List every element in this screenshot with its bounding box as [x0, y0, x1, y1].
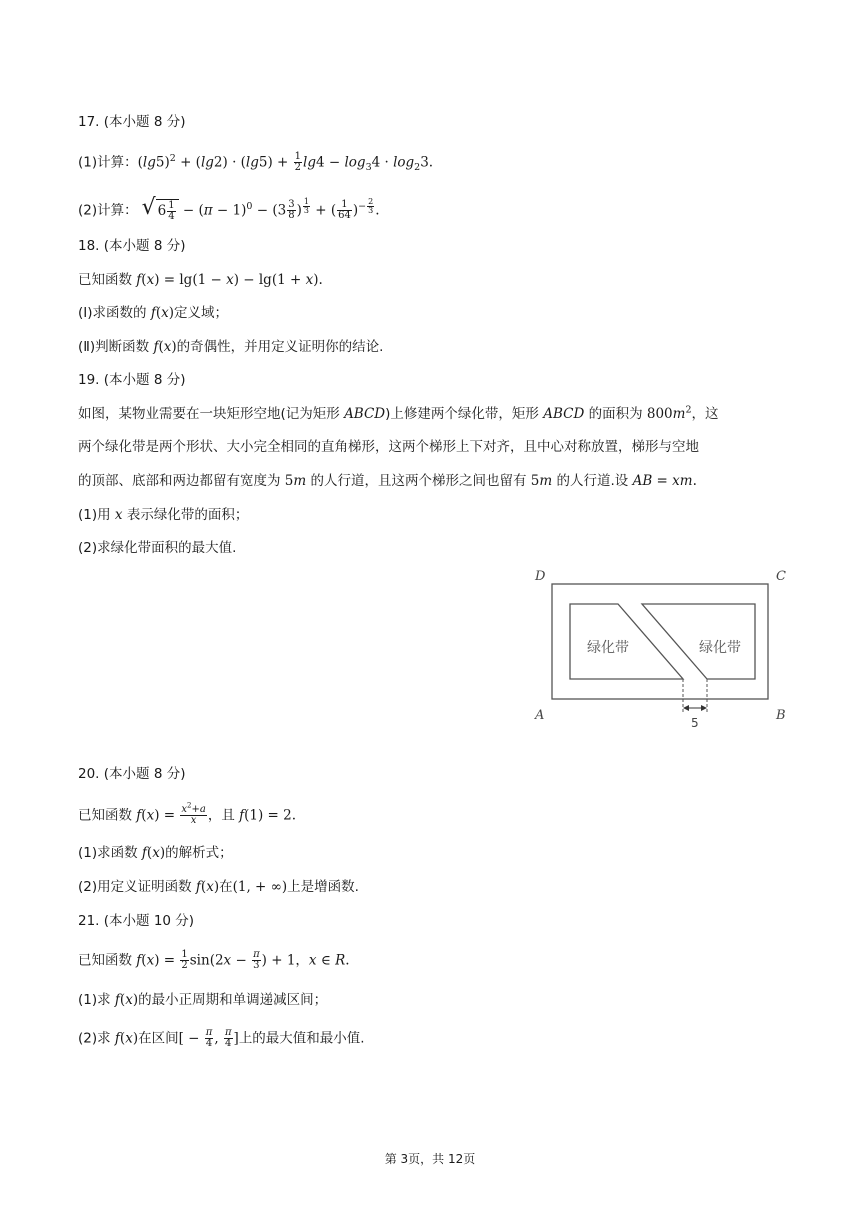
q17-part1-prefix: (1)计算： [78, 154, 138, 171]
q18-part1-text-a: (Ⅰ)求函数的 [78, 305, 151, 321]
q19-line3-b: 的人行道，且这两个梯形之间也留有 [306, 473, 531, 489]
label-D: D [535, 569, 546, 584]
q19-part1: (1)用 x 表示绿化带的面积； [78, 507, 249, 523]
q20-part2-a: (2)用定义证明函数 [78, 879, 196, 895]
q21-part2-b: 在区间 [138, 1030, 179, 1047]
q19-line1-d: ，这 [691, 406, 719, 422]
q20-part1-b: 的解析式； [165, 845, 233, 861]
page-footer: 第 3页，共 12页 [384, 1152, 476, 1166]
q19-line1-c: 的面积为 [584, 406, 647, 422]
q18-part1: (Ⅰ)求函数的 f(x)定义域； [78, 305, 228, 321]
q17-part1: (1)计算：$(\lg 5)^2 + (\lg 2) \cdot (\lg 5)$ + $\frac{1}{2}$ $\lg 4 - \log_34 \cdot \log_23$. [78, 151, 434, 174]
green-belt-right-label: 绿化带 [699, 640, 741, 656]
q18-intro: 已知函数 f(x) = lg(1 − x) − lg(1 + x). [78, 272, 323, 288]
q20-part1-a: (1)求函数 [78, 845, 142, 861]
q20-intro: 已知函数 f(x) = $\frac{x^2+a}{x}$ ，且 f(1) = 2. [78, 801, 297, 826]
q17-part2: (2)计算： √ 6 $\frac{1}{4}$ − $(\pi - 1)^0 - (3$ $\frac{3}{8}$ ) $^{\frac{1}{3}}$ + ( $\frac{1}{64}$ )$^{- \frac{2}{3}}$ . [78, 194, 380, 222]
green-belt-left-label: 绿化带 [587, 640, 629, 656]
q19-line3-a: 的顶部、底部和两边都留有宽度为 [78, 473, 285, 489]
q18-header: 18. (本小题 8 分) [78, 238, 186, 254]
q19-header: 19. (本小题 8 分) [78, 372, 186, 388]
gap-arrow-left-head [683, 705, 689, 711]
q19-part1-b: 表示绿化带的面积； [122, 507, 249, 523]
q19-line1-b: )上修建两个绿化带，矩形 [385, 406, 544, 422]
q18-part2-text-b: 的奇偶性，并用定义证明你的结论. [176, 339, 384, 355]
q18-part2: (Ⅱ)判断函数 f(x)的奇偶性，并用定义证明你的结论. [78, 339, 384, 355]
q21-intro: 已知函数 f(x) = $\frac{1}{2}$ sin(2x − $\frac{\pi}{3}$ ) + 1，x ∈ R. [78, 949, 350, 971]
q19-line3-c: 的人行道.设 [552, 473, 633, 489]
label-C: C [776, 569, 786, 584]
q21-intro-b: ， [295, 952, 309, 969]
q21-part2-c: 上的最大值和最小值. [238, 1030, 365, 1047]
q19-part1-a: (1)用 [78, 507, 115, 523]
q21-header: 21. (本小题 10 分) [78, 913, 195, 929]
q21-part2: (2)求 f(x)在区间[ − $\frac{\pi}{4}$ , $\frac{\pi}{4}$ ]上的最大值和最小值. [78, 1027, 365, 1049]
q21-part1: (1)求 f(x)的最小正周期和单调递减区间； [78, 992, 328, 1008]
q19-line1-a: 如图，某物业需要在一块矩形空地(记为矩形 [78, 406, 345, 422]
q19-line2: 两个绿化带是两个形状、大小完全相同的直角梯形，这两个梯形上下对齐，且中心对称放置，梯形与空地 [78, 439, 699, 455]
gap-label: 5 [691, 716, 699, 730]
q21-part2-a: (2)求 [78, 1030, 115, 1047]
q20-part2-b: 在 [219, 879, 233, 895]
q19-diagram [525, 564, 795, 734]
q20-part1: (1)求函数 f(x)的解析式； [78, 845, 233, 861]
label-A: A [535, 708, 545, 723]
q18-part1-text-b: 定义域； [174, 305, 228, 321]
q20-part2-c: 上是增函数. [287, 879, 359, 895]
q20-header: 20. (本小题 8 分) [78, 766, 186, 782]
q19-part2: (2)求绿化带面积的最大值. [78, 540, 237, 556]
q20-intro-a: 已知函数 [78, 807, 137, 824]
q20-intro-b: ，且 [207, 807, 240, 824]
q21-part1-b: 的最小正周期和单调递减区间； [138, 992, 328, 1008]
q21-intro-a: 已知函数 [78, 952, 137, 969]
q17-part2-prefix: (2)计算： [78, 202, 138, 219]
q21-part1-a: (1)求 [78, 992, 115, 1008]
q19-line3: 的顶部、底部和两边都留有宽度为 5m 的人行道，且这两个梯形之间也留有 5m 的人行道.设 AB = xm. [78, 473, 697, 489]
q18-intro-text: 已知函数 [78, 272, 137, 288]
gap-arrow-right-head [701, 705, 707, 711]
q19-line1: 如图，某物业需要在一块矩形空地(记为矩形 ABCD)上修建两个绿化带，矩形 ABCD 的面积为 $800m^2$，这 [78, 404, 719, 422]
label-B: B [776, 708, 786, 723]
q18-part2-text-a: (Ⅱ)判断函数 [78, 339, 154, 355]
q20-part2: (2)用定义证明函数 f(x)在(1, + ∞)上是增函数. [78, 879, 359, 895]
q17-header: 17. (本小题 8 分) [78, 114, 186, 130]
